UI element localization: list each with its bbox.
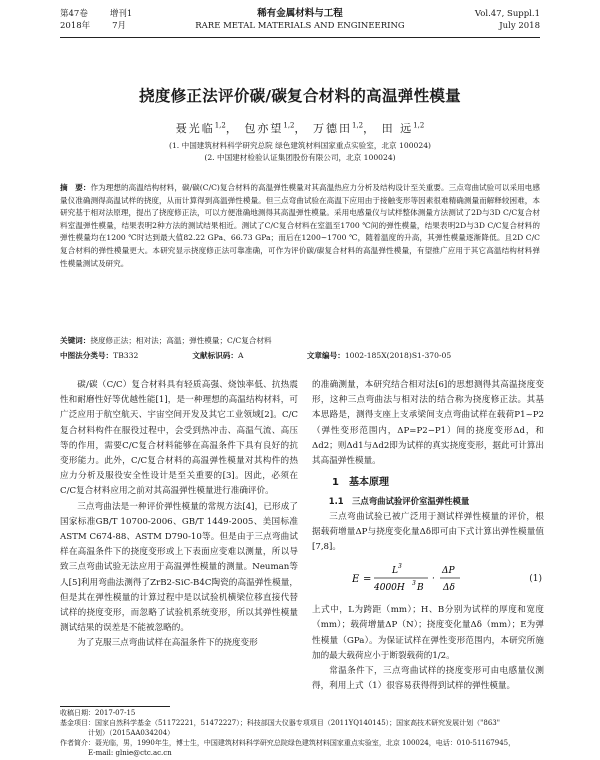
eq-den1-sup: 3 xyxy=(412,580,416,588)
footnote-funding-cont: 计划）（2015AA034204） xyxy=(60,729,175,737)
running-header xyxy=(60,8,540,44)
keywords xyxy=(60,335,540,346)
author-list: 聂光临$^{1,2}$， 包亦望$^{1,2}$， 万德田$^{1,2}$， 田 远$^{1,2}$ xyxy=(175,121,425,135)
eq-dot: · xyxy=(432,574,435,585)
footnote-funding: 基金项目：国家自然科学基金（51172221，51472227）；科技部国大仪器专项项目（2011YQ140145）；国家高技术研究发展计划（"863" xyxy=(60,719,500,727)
abstract-label: 摘 要： xyxy=(60,183,91,192)
keywords-text: 挠度修正法；相对法；高温；弹性模量；C/C复合材料 xyxy=(90,336,272,345)
journal-title-cn: 稀有金属材料与工程 xyxy=(257,8,343,19)
subsection-heading: 1.1 三点弯曲试验评价室温弹性模量 xyxy=(328,496,470,507)
footnote-author: 作者简介：聂光临，男，1990年生，博士生，中国建筑材料科学研究总院绿色建筑材料国家重点实验室，北京 100024，电话：010-51167945， xyxy=(60,739,516,747)
eq-equals: = xyxy=(363,574,372,586)
section-heading: 1 基本原理 xyxy=(332,477,389,489)
equation-number: (1) xyxy=(529,574,542,585)
eq-den2: Δδ xyxy=(443,583,455,594)
body-left-column xyxy=(60,378,298,652)
author: 田 远$^{1,2}$ xyxy=(381,121,425,135)
journal-title-en: RARE METAL MATERIALS AND ENGINEERING xyxy=(195,21,405,31)
affiliation: (1. 中国建筑材料科学研究总院 绿色建筑材料国家重点实验室，北京 100024) xyxy=(168,141,432,150)
article-number: 1002-185X(2018)S1-370-05 xyxy=(344,351,452,360)
classification-line: 中图法分类号：TB332 文献标识码：A 文章编号：1002-185X(2018)S1-370-05 xyxy=(60,351,452,360)
eq-num1-sup: 3 xyxy=(398,563,402,571)
affiliation: (2. 中国建材检验认证集团股份有限公司，北京 100024) xyxy=(204,153,396,162)
author: 包亦望$^{1,2}$ xyxy=(244,121,295,135)
clc-number: TB332 xyxy=(113,351,139,360)
body-right-column xyxy=(312,378,544,694)
equation-body xyxy=(352,559,482,599)
eq-den1: 4000H xyxy=(374,583,405,594)
body-paragraph: 的准确测量，本研究结合相对法[6]的思想测得其高温挠度变形，这种三点弯曲法与相对法的结合称为挠度修正法。其基本思路是，测得支座上支承梁间支点弯曲试样在载荷P1~P2（弹性变形范围内，ΔP=P2−P1）间的挠度变形Δd，和Δd2；则Δd1与Δd2即为试样的真实挠度变形，据此可计算出其高温弹性模量。 xyxy=(312,380,544,467)
document-code: A xyxy=(237,351,244,360)
equation-1 xyxy=(312,559,544,599)
author: 万德田$^{1,2}$ xyxy=(313,121,364,135)
header-right: Vol.47, Suppl.1 July 2018 xyxy=(474,9,540,31)
body-paragraph: 常温条件下，三点弯曲试样的挠度变形可由电感量仪测得，利用上式（1）很容易获得得到试样的弹性模量。 xyxy=(312,666,544,692)
footnote-email: E-mail: glnie@ctc.ac.cn xyxy=(60,749,172,757)
author: 聂光临$^{1,2}$ xyxy=(175,121,226,135)
abstract xyxy=(60,182,540,270)
eq-lhs: E xyxy=(352,574,360,586)
eq-num2: ΔP xyxy=(442,566,455,577)
body-paragraph: 三点弯曲试验已被广泛用于测试样弹性模量的评价，根据载荷增量ΔP与挠度变化量Δδ即可由下式计算出弹性模量值[7,8]。 xyxy=(312,511,544,553)
body-paragraph: 碳/碳（C/C）复合材料具有轻质高强、烧蚀率低、抗热震性和耐磨性好等优越性能[1]，是一种理想的高温结构材料，可广泛应用于航空航天、宇宙空间开发及其它工业领域[2]。C/C复合材料构件在服役过程中，会受到热冲击、高温气流、高压等的作用，需要C/C复合材料能够在高温条件下具有良好的抗变形能力。此外，C/C复合材料的高温弹性模量对其构件的热应力分析及服役安全性设计是至关重要的[3]。因此，必须在C/C复合材料应用之前对其高温弹性模量进行准确评价。 xyxy=(60,380,298,497)
footnote-rule xyxy=(60,706,170,707)
paper-title: 挠度修正法评价碳/碳复合材料的高温弹性模量 xyxy=(139,87,461,105)
body-paragraph: 上式中，L为跨距（mm）；H、B分别为试样的厚度和宽度（mm）；载荷增量ΔP（N）；挠度变化量Δδ（mm）；E为弹性模量（GPa）。为保证试样在弹性变形范围内，本研究所施加的最大载荷应小于断裂载荷的1/2。 xyxy=(312,605,544,661)
eq-den1-tail: B xyxy=(417,583,424,594)
eq-num1: L xyxy=(392,566,398,577)
body-paragraph: 三点弯曲法是一种评价弹性模量的常规方法[4]，已形成了国家标准GB/T 10700-2006、GB/T 1449-2005、美国标准ASTM C674-88、ASTM D790-10等。但是由于三点弯曲试样在高温条件下的挠度变形或上下表面应变难以测量，所以导致三点弯曲试验无法应用于高温弹性模量的测量。Neuman等人[5]利用弯曲法测得了ZrB2-SiC-B4C陶瓷的高温弹性模量，但是其在弹性模量的计算过程中是以试验机横梁位移直接代替试样的挠度变形，而忽略了试验机系统变形，所以其弹性模量测试结果的误差是不能被忽略的。 xyxy=(60,501,298,634)
footnote-received: 收稿日期：2017-07-15 xyxy=(60,709,136,717)
keywords-label: 关键词： xyxy=(60,336,91,345)
header-left: 第47卷 增刊1 2018年 7月 xyxy=(60,9,133,31)
body-paragraph: 为了克服三点弯曲试样在高温条件下的挠度变形 xyxy=(77,638,258,649)
abstract-text: 作为理想的高温结构材料，碳/碳(C/C)复合材料的高温弹性模量对其高温热应力分析及结构设计至关重要。三点弯曲试验可以采用电感量仪准确测得高温试样的挠度，从而计算得到高温弹性模量。但三点弯曲试验在高温下应用由于接触变形等因素很难精确测量而解释较困难，本研究基于相对法原理，提出了挠度修正法，可以方便准确地测得其高温弹性模量。采用电感量仪与试样整体测量方法测试了2D与3D C/C复合材料室温弹性模量，结果表明2种方法的测试结果相近。测试了C/C复合材料在室温至1700 ℃间的弹性模量，结果表明2D与3D C/C复合材料的弹性模量均在1200 ℃时达到最大值82.22 GPa、66.73 GPa；而后在1200~1700 ℃，随着温度的升高，其弹性模量逐渐降低。且2D C/C复合材料的弹性模量更大。本研究显示挠度修正法可靠准确，可作为评价碳/碳复合材料的高温弹性模量，有望推广应用于其它高温结构材料弹性模量测试及研究。 xyxy=(60,183,541,268)
header-rule xyxy=(60,37,540,38)
header-journal xyxy=(60,8,540,32)
